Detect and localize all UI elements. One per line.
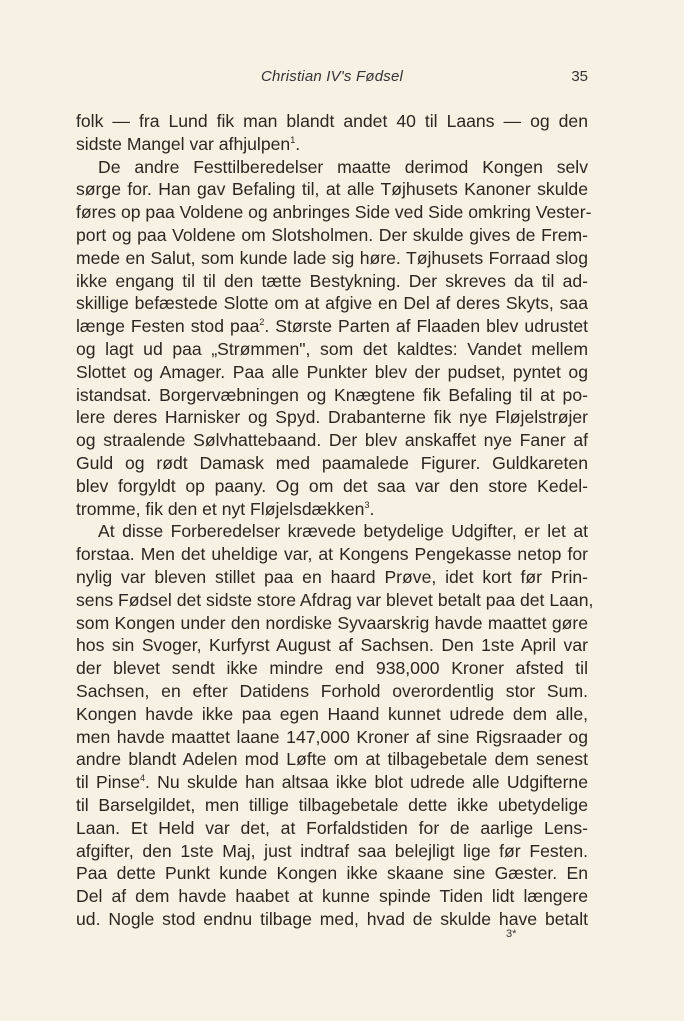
footnote-ref: 3 bbox=[364, 499, 370, 510]
footnote-ref: 1 bbox=[290, 134, 296, 145]
paragraph-start: De andre Festtilberedelser maatte derimod Kongen selv bbox=[98, 156, 588, 177]
text-line: sens Fødsel det sidste store Afdrag var blevet betalt paa det Laan, bbox=[76, 589, 594, 610]
text-line: og straalende Sølvhattebaand. Der blev anskaffet nye Faner af bbox=[76, 430, 588, 451]
text-line: hos sin Svoger, Kurfyrst August af Sachsen. Den 1ste April var bbox=[76, 635, 588, 656]
running-title: Christian IV's Fødsel bbox=[260, 68, 404, 85]
text-line: mede en Salut, som kunde lade sig høre. Tøjhusets Forraad slog bbox=[76, 247, 588, 268]
text-line: skillige befæstede Slotte om at afgive en Del af deres Skyts, saa bbox=[76, 293, 588, 314]
text-line: længe Festen stod paa$^2$. Største Parten af Flaaden blev udrustet bbox=[76, 316, 588, 337]
text-line: Sachsen, en efter Datidens Forhold overordentlig stor Sum. bbox=[76, 680, 588, 701]
text-line: føres op paa Voldene og anbringes Side ved Side omkring Vester- bbox=[76, 202, 592, 223]
text-line: og lagt ud paa „Strømmen", som det kaldtes: Vandet mellem bbox=[76, 338, 588, 359]
page-header bbox=[76, 68, 588, 92]
text-line: blev forgyldt op paany. Og om det saa var den store Kedel- bbox=[76, 475, 588, 496]
text-line: til Pinse$^4$. Nu skulde han altsaa ikke blot udrede alle Udgifterne bbox=[76, 772, 589, 793]
text-line: folk — fra Lund fik man blandt andet 40 til Laans — og den bbox=[76, 111, 588, 131]
text-line: istandsat. Borgervæbningen og Knægtene fik Befaling til at po- bbox=[76, 384, 588, 405]
text-line: port og paa Voldene om Slotsholmen. Der skulde gives de Frem- bbox=[76, 224, 588, 245]
text-line: lere deres Harnisker og Spyd. Drabanterne fik nye Fløjelstrøjer bbox=[76, 407, 588, 428]
body-text bbox=[76, 110, 594, 931]
text-line: men havde maattet laane 147,000 Kroner af sine Rigsraader og bbox=[76, 726, 588, 747]
text-line: Laan. Et Held var det, at Forfaldstiden for de aarlige Lens- bbox=[76, 817, 588, 838]
text-line: Del af dem havde haabet at kunne spinde Tiden lidt længere bbox=[76, 886, 588, 907]
text-line: Kongen havde ikke paa egen Haand kunnet udrede dem alle, bbox=[76, 703, 588, 724]
text-line: Paa dette Punkt kunde Kongen ikke skaane sine Gæster. En bbox=[76, 863, 588, 884]
text-line: ikke engang til til den tætte Bestykning. Der skreves da til ad- bbox=[76, 270, 588, 291]
text-line: tromme, fik den et nyt Fløjelsdækken$^3$. bbox=[76, 498, 375, 519]
text-line: til Barselgildet, men tillige tilbagebetale dette ikke ubetydelige bbox=[76, 794, 588, 815]
text-line: nylig var bleven stillet paa en haard Prøve, idet kort før Prin- bbox=[76, 566, 588, 587]
text-line: sørge for. Han gav Befaling til, at alle Tøjhusets Kanoner skulde bbox=[76, 179, 588, 200]
footnote-ref: 2 bbox=[259, 317, 265, 328]
text-line: der blevet sendt ikke mindre end 938,000 Kroner afsted til bbox=[76, 658, 588, 679]
text-line: afgifter, den 1ste Maj, just indtraf saa belejligt lige før Festen. bbox=[76, 840, 588, 861]
text-line: Slottet og Amager. Paa alle Punkter blev der pudset, pyntet og bbox=[76, 361, 588, 382]
paragraph-start: At disse Forberedelser krævede betydelige Udgifter, er let at bbox=[98, 521, 588, 542]
text-line: som Kongen under den nordiske Syvaarskrig havde maattet gøre bbox=[76, 612, 588, 633]
signature-mark: 3* bbox=[506, 928, 517, 940]
text-line: forstaa. Men det uheldige var, at Kongens Pengekasse netop for bbox=[76, 544, 588, 565]
text-line: ud. Nogle stod endnu tilbage med, hvad de skulde have betalt bbox=[76, 908, 588, 929]
text-line: sidste Mangel var afhjulpen$^1$. bbox=[76, 133, 301, 154]
page-number: 35 bbox=[571, 68, 588, 85]
footnote-ref: 4 bbox=[140, 773, 146, 784]
text-line: andre blandt Adelen mod Løfte om at tilbagebetale dem senest bbox=[76, 749, 588, 770]
text-line: Guld og rødt Damask med paamalede Figurer. Guldkareten bbox=[76, 452, 588, 473]
